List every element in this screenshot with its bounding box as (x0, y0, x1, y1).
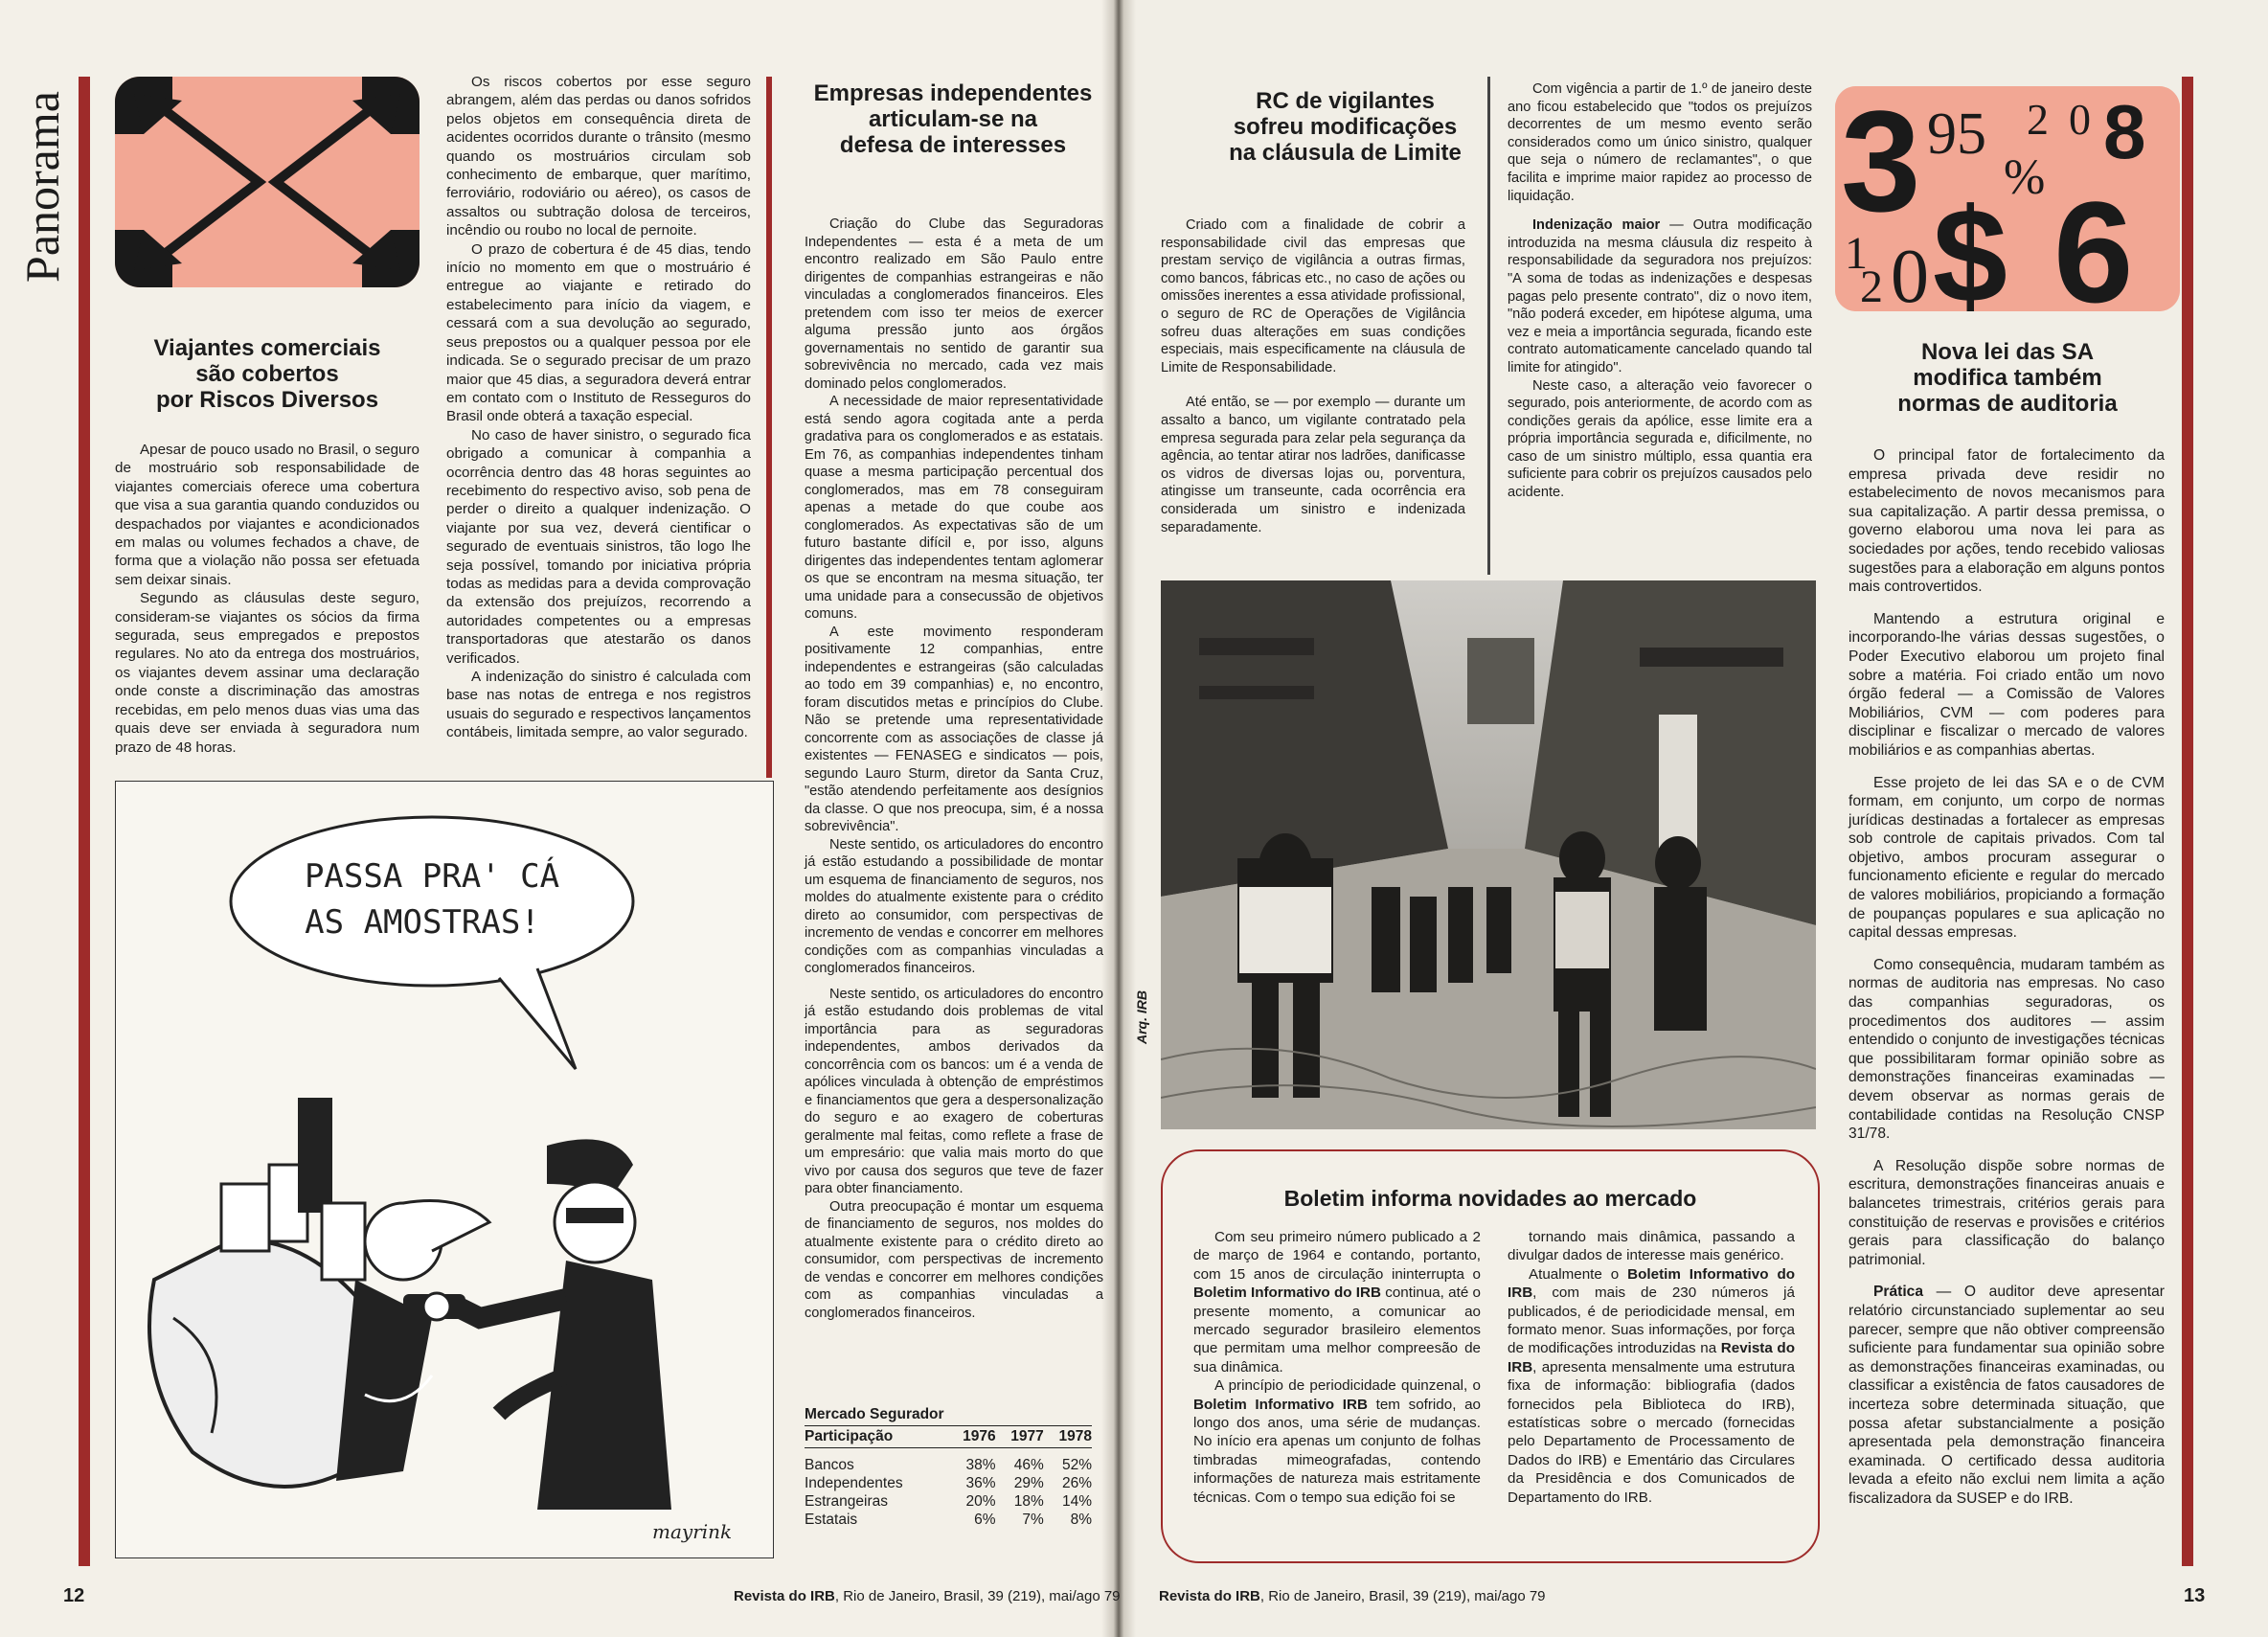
svg-text:0: 0 (1891, 235, 1929, 311)
bulletin-col2: tornando mais dinâmica, passando a divulgar dados de interesse mais genérico. Atualmente o Boletim Informativo do IRB, com mais de 230 números já publicados, é de periodicidade mensal, em formato menor. Suas informações, por força de modificações introduzidas na Revista do IRB, apresenta mensalmente uma estrutura fixa de informação: bibliografia (dados fornecidos pela Biblioteca do IRB), estatísticas sobre o mercado (fornecidas pelo Departamento de Processamento de Dados do IRB) e Ementário das Circulares da Presidência e dos Comunicados de Departamento do IRB. (1508, 1229, 1795, 1506)
market-table-grid (805, 1426, 1092, 1529)
photo-credit: Arq. IRB (1134, 990, 1149, 1044)
column-rule (1487, 77, 1490, 575)
article2-col: Criação do Clube das Seguradoras Independentes — esta é a meta de um encontro realizado em São Paulo entre dirigentes de companhias estrangeiras e não vinculadas a conglomerados financeiros. Eles pretendem com isso ter meios de exercer alguma pressão junto aos órgãos governamentais no sentido de garantir sua sobrevivência no mercado, cada vez mais dominado pelos conglomerados. A necessidade de maior representatividade está sendo agora cogitada ante a perda gradativa para os conglomerados e as estatais. Em 76, as companhias independentes tinham quase a mesma participação percentual dos conglomerados, mas em 78 conseguiram apenas a metade do que coube aos conglomerados. As expectativas são de um futuro bastante difícil e, por isso, alguns dirigentes das independentes tentam aglomerar os que se encontram na mesma situação, ter uma unidade para a consecussão de objetivos comuns. A este movimento responderam positivamente 12 companhias, entre independentes e estrangeiras (são calculadas ao todo em 39 companhias) e, no encontro, foram discutidos metas e princípios do Clube. Não se pretende uma representatividade concorrente com as associações de classe já existentes — FENASEG e sindicatos — pois, segundo Lauro Sturm, diretor da Santa Cruz, "estão atendendo perfeitamente aos desígnios da classe. O que nos preocupa, sim, é a nossa sobrevivência". Neste sentido, os articuladores do encontro já estão estudando a possibilidade de montar um esquema de financiamento de seguros, nos moldes do atualmente existente para o crédito direto ao consumidor, com perspectivas de incremento de vendas e concorrer em melhores condições com as companhias vinculadas a conglomerados financeiros. Neste sentido, os articuladores do encontro já estão estudando dois problemas de vital importância para as seguradoras independentes, ambos derivados da concorrência com os bancos: um é a venda de apólices vinculada à obtenção de empréstimos e financiamentos que gera a despersonalização do seguro e ao exagero de coberturas geralmente mal feitas, como reflete a frase de um empresário: que valia mais morto do que vivo por causa dos seguros que teve de fazer para obter financiamento. Outra preocupação é montar um esquema de financiamento de seguros, nos moldes do atualmente existente para o crédito direto ao consumidor, com perspectivas de incremento de vendas e concorrer em melhores condições com as companhias vinculadas a conglomerados financeiros. (805, 216, 1103, 1321)
cartoonist-signature: mayrink (652, 1520, 733, 1543)
article3-col2: Com vigência a partir de 1.º de janeiro deste ano ficou estabelecido que "todos os prejuízos decorrentes de um mesmo evento serão considerados como um único sinistro, qualquer que seja o número de reclamantes", o que facilita e imprime maior rapidez ao processo de liquidação. Indenização maior — Outra modificação introduzida na mesma cláusula diz respeito à responsabilidade da seguradora nos prejuízos: "A soma de todas as indenizações e despesas pagas pelo presente contrato", diz o novo item, "não poderá exceder, em hipótese alguma, uma vez e meia a importância segurada, ficando este contrato automaticamente cancelado quando tal limite for atingido". Neste caso, a alteração veio favorecer o segurado, pois anteriormente, de acordo com as condições gerais da apólice, esse limite era a própria importância segurada e, dificilmente, no caso de um sinistro múltiplo, essa quantia era suficiente para cobrir os prejuízos causados pelo acidente. (1508, 81, 1812, 501)
bulletin-box (1161, 1149, 1820, 1563)
svg-text:2: 2 (1860, 261, 1883, 311)
svg-text:%: % (2004, 150, 2046, 205)
table-header-row (805, 1426, 1092, 1448)
article3-col1: Criado com a finalidade de cobrir a responsabilidade civil das empresas que prestam serviço de vigilância a outras firmas, como bancos, fábricas etc., no caso de ações ou omissões inerentes a essa atividade profissional, o seguro de RC de Operações de Vigilância sofreu duas alterações em suas condições especiais, mais especificamente na cláusula de Limite de Responsabilidade. Até então, se — por exemplo — durante um assalto a banco, um vigilante contratado pela empresa segurada para zelar pela segurança da agência, ao tentar atirar nos ladrões, danificasse os vidros de diversas lojas ou, porventura, atingisse um transeunte, cada ocorrência era considerada um sinistro e indenizada separadamente. (1161, 217, 1465, 535)
left-red-bar (79, 77, 90, 1566)
inner-red-bar (766, 77, 772, 778)
crossed-arrows-icon (115, 77, 420, 287)
bulletin-headline: Boletim informa novidades ao mercado (1283, 1186, 1697, 1211)
table-header-cell: 1978 (1044, 1426, 1092, 1448)
article2-headline: Empresas independentes articulam-se na defesa de interesses (813, 80, 1093, 158)
street-scene-image (1161, 580, 1816, 1129)
numbers-illustration (1835, 86, 2180, 311)
svg-text:8: 8 (2103, 89, 2146, 174)
market-table-title: Mercado Segurador (805, 1406, 1092, 1426)
arrows-illustration (115, 77, 420, 287)
page-number-left: 12 (63, 1585, 85, 1606)
page-number-right: 13 (2184, 1585, 2206, 1606)
table-header-cell: 1977 (996, 1426, 1044, 1448)
svg-text:6: 6 (2053, 171, 2134, 311)
svg-text:2: 2 (2027, 95, 2049, 144)
article1-col1: Apesar de pouco usado no Brasil, o seguro de mostruário sob responsabilidade de viajantes comerciais oferece uma cobertura que visa a sua garantia quando conduzidos ou despachados por viajantes e acondicionados em malas ou volumes fechados a chave, de forma que a violação não possa ser efetuada sem deixar sinais. Segundo as cláusulas deste seguro, consideram-se viajantes os sócios da firma segurada, seus empregados e prepostos regulares. No ato da entrega dos mostruários, os viajantes devem assinar uma declaração onde conste a discriminação das amostras recebidas, em pelo menos duas vias uma das quais deve ser enviada à seguradora num prazo de 48 horas. (115, 442, 420, 756)
street-photo (1161, 580, 1816, 1129)
table-row: Independentes 36% 29% 26% (805, 1475, 1092, 1491)
svg-text:0: 0 (2069, 95, 2091, 144)
bulletin-col1: Com seu primeiro número publicado a 2 de março de 1964 e contando, portanto, com 15 anos de circulação ininterrupta o Boletim Informativo do IRB continua, até o presente momento, a comunicar ao mercado segurador brasileiro elementos que permitam uma melhor compreesão de sua dinâmica. A princípio de periodicidade quinzenal, o Boletim Informativo IRB tem sofrido, ao longo dos anos, uma série de mudanças. No início era apenas um conjunto de folhas timbradas mimeografadas, contendo informações de natureza mais estritamente técnicas. Com o tempo sua edição foi se (1193, 1229, 1481, 1506)
footer-left: Revista do IRB, Rio de Janeiro, Brasil, 39 (219), mai/ago 79 (734, 1588, 1121, 1604)
table-row: Estatais 6% 7% 8% (805, 1512, 1092, 1528)
cartoon-illustration (115, 781, 774, 1558)
speech-line-1: PASSA PRA' CÁ (304, 857, 560, 896)
spine-gutter (1101, 0, 1136, 1637)
market-table (805, 1406, 1092, 1529)
svg-text:3: 3 (1841, 86, 1921, 241)
article4-headline: Nova lei das SA modifica também normas de auditoria (1897, 339, 2118, 417)
article1-headline: Viajantes comerciais são cobertos por Riscos Diversos (153, 335, 381, 413)
svg-text:$: $ (1933, 180, 2007, 311)
svg-text:1: 1 (1845, 228, 1868, 279)
footer-right: Revista do IRB, Rio de Janeiro, Brasil, 39 (219), mai/ago 79 (1159, 1588, 1546, 1604)
svg-text:95: 95 (1927, 102, 1986, 167)
article3-headline: RC de vigilantes sofreu modificações na cláusula de Limite (1229, 88, 1462, 166)
section-label: Panorama (15, 91, 69, 283)
table-row: Bancos 38% 46% 52% (805, 1457, 1092, 1473)
numbers-dollar-icon (1835, 86, 2180, 311)
table-row: Estrangeiras 20% 18% 14% (805, 1493, 1092, 1510)
robbery-cartoon-icon (116, 782, 773, 1557)
right-red-bar (2182, 77, 2193, 1566)
article1-col2: Os riscos cobertos por esse seguro abrangem, além das perdas ou danos sofridos pelos objetos em consequência direta de acidentes ocorridos durante o trânsito (mesmo quando os mostruários circulam sob conhecimento de embarque, quer marítimo, ferroviário, rodoviário ou aéreo), os casos de assaltos ou subtração dolosa de terceiros, incêndio ou roubo no local de pernoite. O prazo de cobertura é de 45 dias, tendo início no momento em que o mostruário é entregue ao viajante e retirado do estabelecimento para início da viagem, e cessará com a sua devolução ao segurado, seus prepostos ou a qualquer pessoa por ele indicada. Se o segurado precisar de um prazo maior que 45 dias, a seguradora deverá entrar em contato com o Instituto de Resseguros do Brasil onde obterá a taxação especial. No caso de haver sinistro, o segurado fica obrigado a comunicar à companhia a ocorrência dentro das 48 horas seguintes ao recebimento do respectivo aviso, sob pena de perder o direito a qualquer indenização. O viajante por sua vez, deverá cientificar o segurado de eventuais sinistros, tão logo lhe seja possível, tomando por iniciativa própria todas as medidas para a devida comprovação da extensão dos prejuízos, recorrendo a autoridades competentes ou a empresas transportadoras que atestarão os danos verificados. A indenização do sinistro é calculada com base nas notas de entrega e nos registros usuais do segurado e respectivos lançamentos contábeis, limitada sempre, ao valor segurado. (446, 74, 751, 741)
table-header-cell: 1976 (947, 1426, 995, 1448)
speech-line-2: AS AMOSTRAS! (305, 903, 540, 942)
article4-col: O principal fator de fortalecimento da empresa privada deve residir no estabelecimento de novos mecanismos para sua capitalização. A partir dessa premissa, o governo elaborou uma nova lei para as sociedades por ações, tendo recebido valiosas sugestões para a elaboração em alguns pontos mais controvertidos. Mantendo a estrutura original e incorporando-lhe várias dessas sugestões, o Poder Executivo elaborou um projeto final sobre a matéria. Foi criado então um novo órgão federal — a Comissão de Valores Mobiliários, CVM — com poderes para disciplinar e fiscalizar o mercado de valores mobiliários e as companhias abertas. Esse projeto de lei das SA e o de CVM formam, em conjunto, um corpo de normas jurídicas destinadas a fortalecer as empresas sob controle de capitais privados. Com tal objetivo, ambos procuram assegurar o funcionamento eficiente e regular do mercado de valores mobiliários, propiciando a formação de poupanças populares e sua aplicação no capital dessas empresas. Como consequência, mudaram também as normas de auditoria nas empresas. No caso das companhias seguradoras, os procedimentos dos auditores — assim entendido o conjunto de investigações técnicas que possibilitaram formar opinião sobre as demonstrações financeiras examinadas — devem observar as normas gerais de contabilidade contidas na Resolução CNSP 31/78. A Resolução dispõe sobre normas de escritura, demonstrações financeiras anuais e balancetes trimestrais, critérios gerais para constituição de reservas e provisões e critérios gerais para classificação do balanço patrimonial. Prática — O auditor deve apresentar relatório circunstanciado suplementar ao seu parecer, sempre que não obtiver compreensão suficiente para fundamentar sua opinião sobre as demonstrações financeiras examinadas, ou classificar a existência de fatos causadores de incerteza sobre determinada situação, que possa afetar substancialmente a posição apresentada pela demonstração financeira examinada. O certificado dessa auditoria levada a efeito não exclui nem limita a ação fiscalizadora da SUSEP e do IRB. (1848, 447, 2165, 1507)
table-header-cell: Participação (805, 1426, 947, 1448)
